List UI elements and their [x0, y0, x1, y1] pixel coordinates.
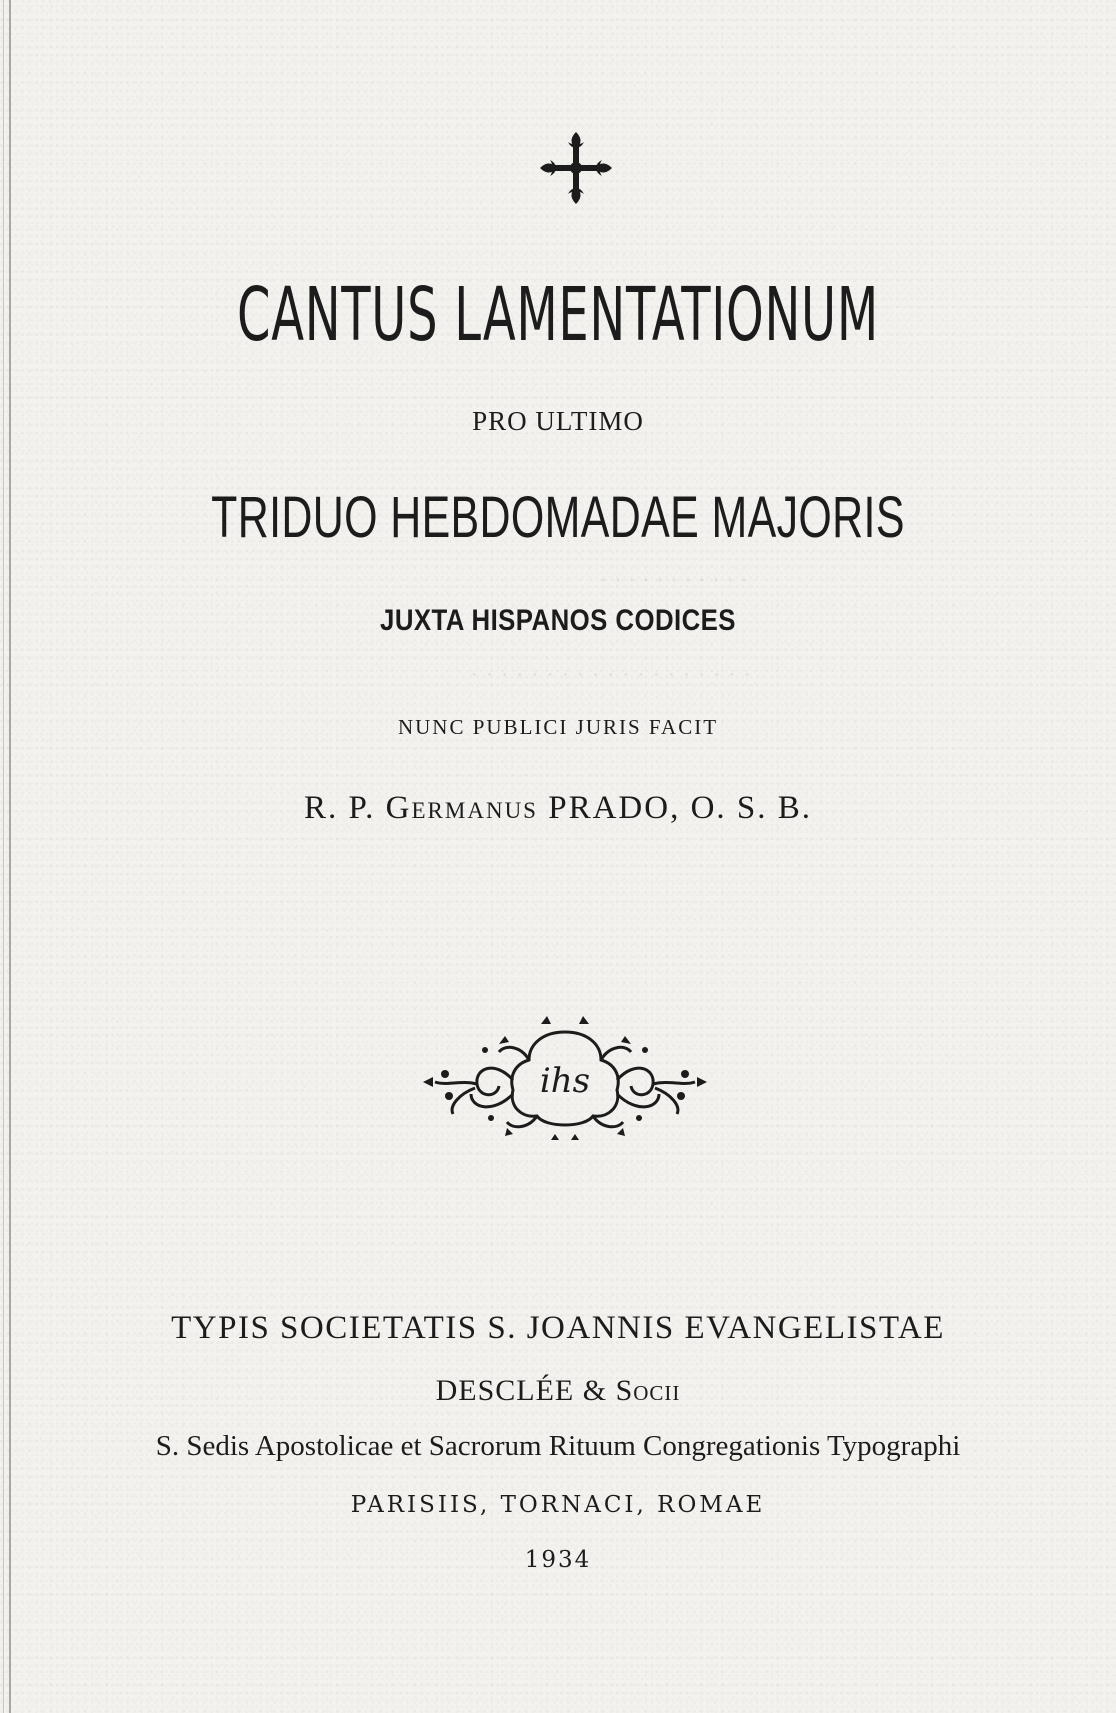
editor-intro: NUNC PUBLICI JURIS FACIT	[397, 715, 719, 739]
subtitle-juxta: JUXTA HISPANOS CODICES	[380, 604, 736, 637]
subtitle-triduo: TRIDUO HEBDOMADAE MAJORIS	[211, 485, 905, 550]
publisher-line-2: DESCLÉE & Socii	[435, 1374, 681, 1407]
publisher-line-3: S. Sedis Apostolicae et Sacrorum Rituum Congregationis Typographi	[155, 1430, 961, 1462]
bleed-through: · · · · · · · · · · ·	[600, 568, 748, 594]
author-name: R. P. Germanus PRADO, O. S. B.	[303, 790, 813, 826]
publisher-line-1: TYPIS SOCIETATIS S. JOANNIS EVANGELISTAE	[171, 1310, 945, 1346]
ihs-monogram: ihs	[539, 1061, 591, 1101]
bleed-through: · · · · · · · · · · · · · · · · · · ·	[470, 660, 752, 689]
cross-fleury-icon	[536, 128, 616, 208]
subtitle-pro-ultimo: PRO ULTIMO	[472, 406, 644, 436]
book-title: CANTUS LAMENTATIONUM	[237, 272, 879, 358]
ihs-floral-vignette-icon	[415, 1010, 715, 1140]
publication-year: 1934	[524, 1547, 592, 1573]
publisher-cities: PARISIIS, TORNACI, ROMAE	[350, 1492, 766, 1518]
